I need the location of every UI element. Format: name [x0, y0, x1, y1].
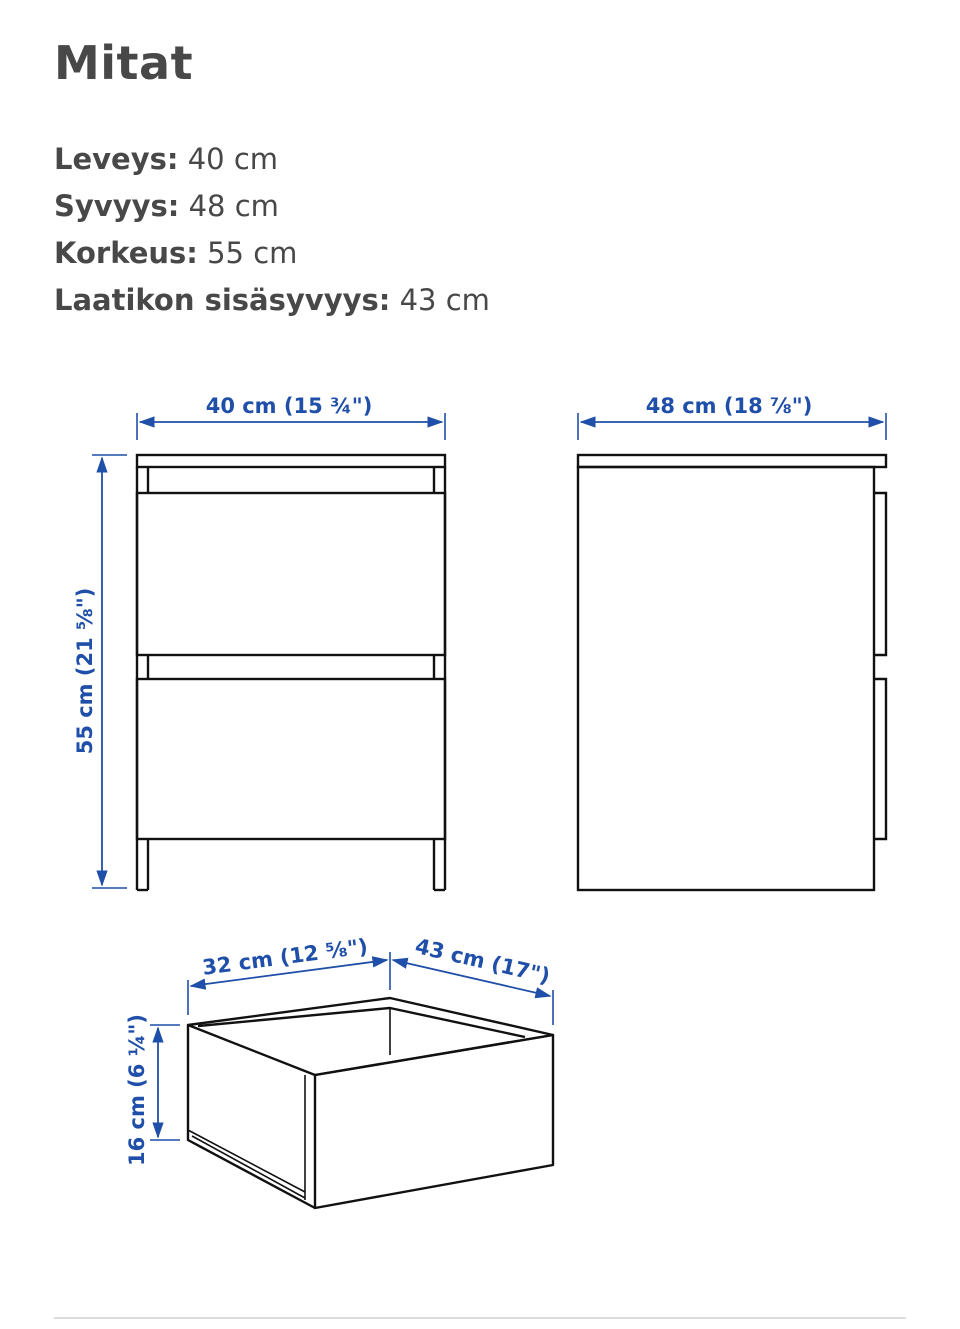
spec-value: 40 cm	[187, 142, 279, 176]
spec-value: 55 cm	[207, 236, 298, 270]
front-view	[137, 455, 445, 890]
drawer-height-dimension	[125, 1014, 180, 1166]
drawer-view	[188, 998, 553, 1208]
drawer-depth-dimension	[393, 934, 553, 1025]
drawer-depth-label: 43 cm (17")	[412, 934, 553, 989]
drawer-width-label: 32 cm (12 ⅝")	[200, 934, 370, 980]
drawer-height-label: 16 cm (6 ¼")	[125, 1014, 149, 1166]
spec-value: 43 cm	[399, 283, 490, 317]
side-depth-label: 48 cm (18 ⅞")	[645, 394, 813, 418]
front-height-label: 55 cm (21 ⅝")	[73, 587, 97, 755]
spec-value: 48 cm	[188, 189, 279, 223]
spec-label: Syvyys:	[54, 189, 180, 223]
spec-label: Laatikon sisäsyvyys:	[54, 283, 391, 317]
front-width-label: 40 cm (15 ¾")	[205, 394, 373, 418]
front-width-dimension	[137, 394, 445, 440]
side-depth-dimension	[578, 394, 886, 440]
spec-label: Leveys:	[54, 142, 179, 176]
divider	[54, 1317, 906, 1319]
page-title: Mitat	[54, 36, 194, 90]
front-height-dimension	[73, 455, 127, 888]
side-view	[578, 455, 886, 890]
spec-label: Korkeus:	[54, 236, 198, 270]
